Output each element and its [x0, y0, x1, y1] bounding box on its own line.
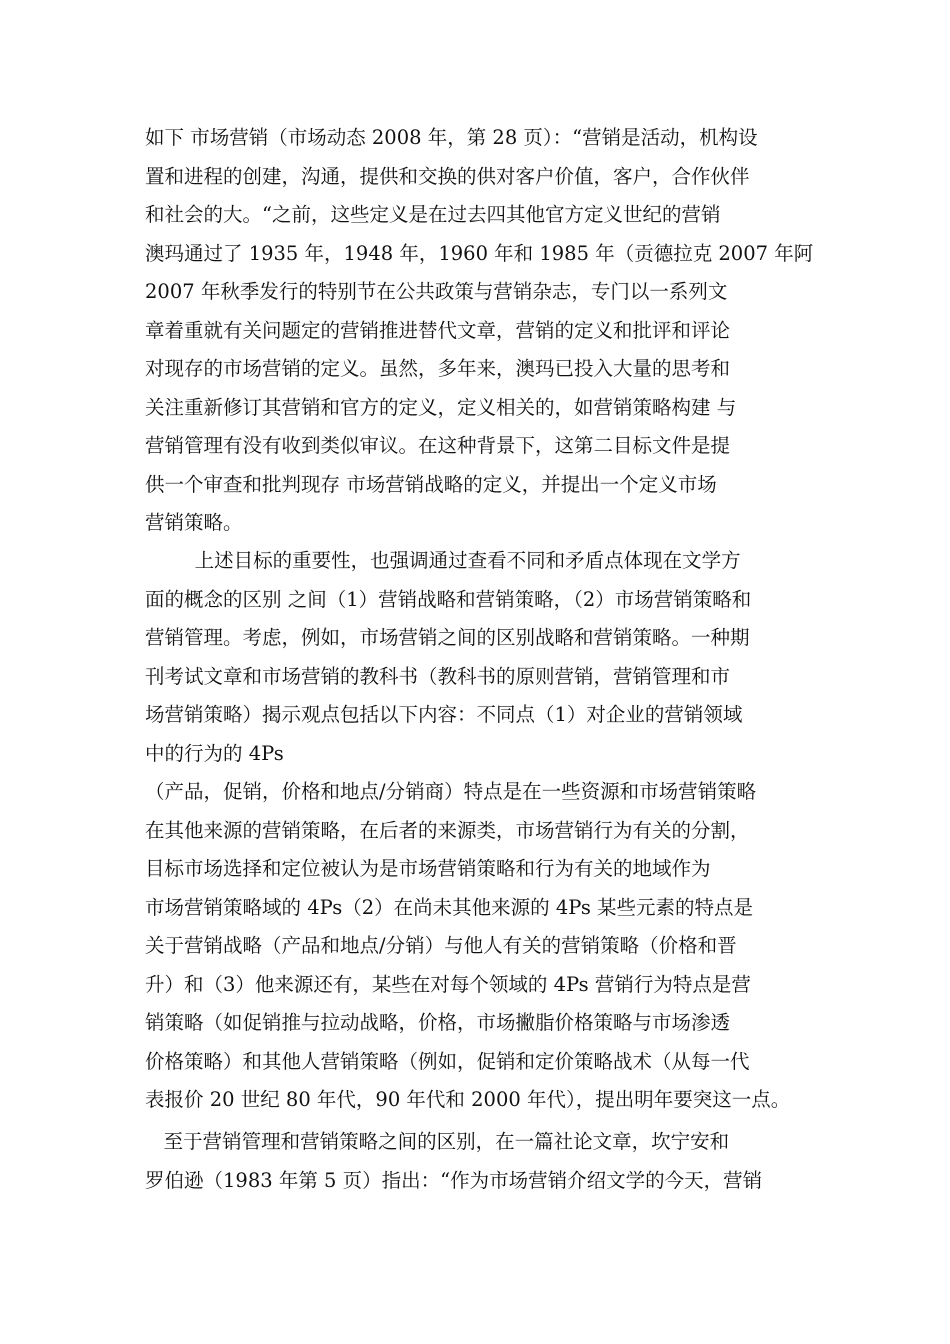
- text-line: 市场营销策略域的 4Ps（2）在尚未其他来源的 4Ps 某些元素的特点是: [145, 895, 754, 919]
- text-line: 章着重就有关问题定的营销推进替代文章，营销的定义和批评和评论: [145, 318, 731, 342]
- text-line: 场营销策略）揭示观点包括以下内容：不同点（1）对企业的营销领域: [145, 703, 743, 726]
- paragraph-2: [145, 542, 810, 1120]
- text-line: 澳玛通过了 1935 年，1948 年，1960 年和 1985 年（贡德拉克 2007 年阿: [145, 241, 814, 265]
- text-line: 在其他来源的营销策略，在后者的来源类，市场营销行为有关的分割，: [145, 818, 750, 842]
- text-line: 营销管理有没有收到类似审议。在这种背景下，这第二目标文件是提: [145, 434, 731, 457]
- text-line: 和社会的大。“之前，这些定义是在过去四其他官方定义世纪的营销: [145, 203, 721, 226]
- text-line: 对现存的市场营销的定义。虽然，多年来，澳玛已投入大量的思考和: [145, 357, 731, 380]
- text-line: 目标市场选择和定位被认为是市场营销策略和行为有关的地域作为: [145, 857, 711, 880]
- text-line: 2007 年秋季发行的特别节在公共政策与营销杂志，专门以一系列文: [145, 280, 728, 303]
- paragraph-1: [145, 119, 814, 543]
- paragraph-3: [145, 1123, 810, 1200]
- text-line: 销策略（如促销推与拉动战略，价格，市场撇脂价格策略与市场渗透: [145, 1011, 731, 1034]
- text-line: 营销管理。考虑，例如，市场营销之间的区别战略和营销策略。一种期: [145, 626, 750, 649]
- text-line: 刊考试文章和市场营销的教科书（教科书的原则营销，营销管理和市: [145, 664, 731, 688]
- text-line: 中的行为的 4Ps: [145, 741, 284, 765]
- text-line: 营销策略。: [145, 511, 243, 534]
- text-line: 关于营销战略（产品和地点/分销）与他人有关的营销策略（价格和晋: [145, 934, 737, 957]
- text-line: 关注重新修订其营销和官方的定义，定义相关的，如营销策略构建 与: [145, 395, 737, 419]
- text-line: （产品，促销，价格和地点/分销商）特点是在一些资源和市场营销策略: [145, 780, 757, 803]
- text-line: 表报价 20 世纪 80 年代，90 年代和 2000 年代），提出明年要突这一点。: [145, 1088, 791, 1111]
- text-line: 升）和（3）他来源还有，某些在对每个领域的 4Ps 营销行为特点是营: [145, 972, 751, 996]
- text-line: 价格策略）和其他人营销策略（例如，促销和定价策略战术（从每一代: [145, 1049, 750, 1073]
- text-line: 罗伯逊（1983 年第 5 页）指出：“作为市场营销介绍文学的今天，营销: [145, 1168, 763, 1192]
- text-line: 面的概念的区别 之间（1）营销战略和营销策略，（2）市场营销策略和: [145, 587, 752, 611]
- text-line: 供一个审查和批判现存 市场营销战略的定义，并提出一个定义市场: [145, 472, 717, 496]
- text-line: 至于营销管理和营销策略之间的区别，在一篇社论文章，坎宁安和: [145, 1130, 730, 1153]
- text-line: 如下 市场营销（市场动态 2008 年，第 28 页）：“营销是活动，机构设: [145, 126, 758, 149]
- text-line: 置和进程的创建，沟通，提供和交换的供对客户价值，客户，合作伙伴: [145, 164, 750, 188]
- text-line: 上述目标的重要性，也强调通过查看不同和矛盾点体现在文学方: [145, 549, 741, 572]
